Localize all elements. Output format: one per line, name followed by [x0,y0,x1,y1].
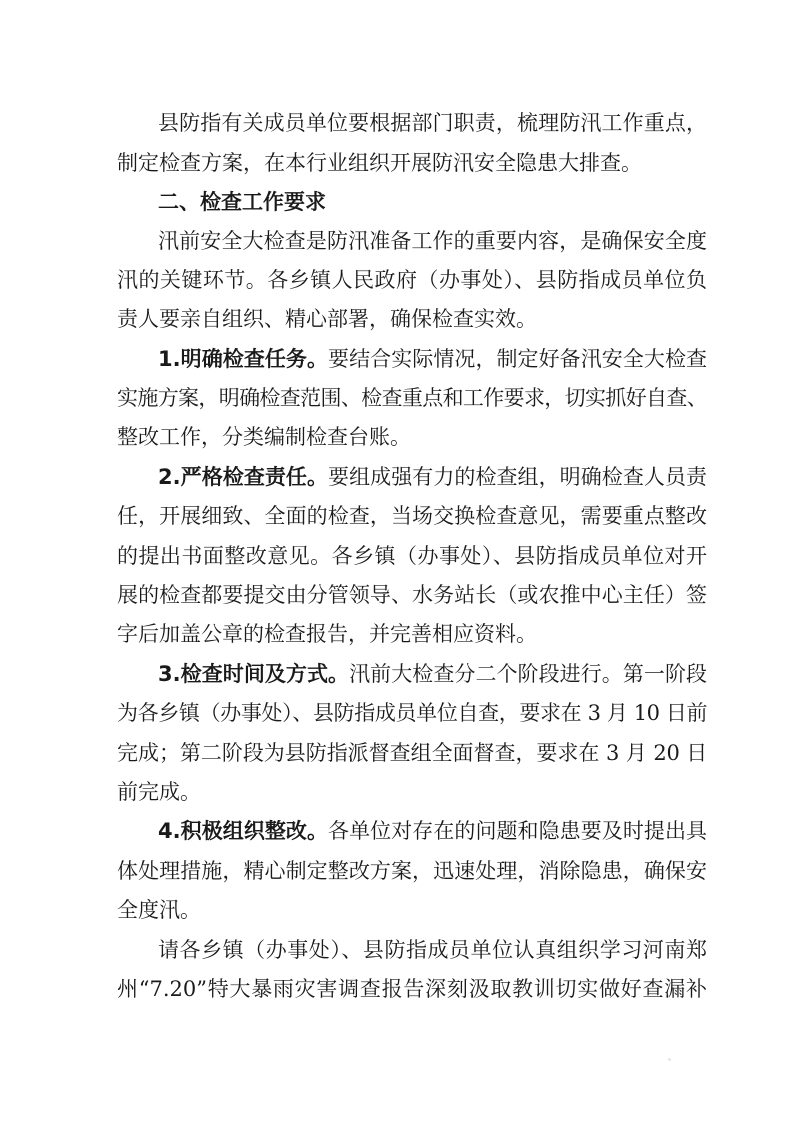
item3-line-4: 前完成。 [117,780,201,804]
para1-line-2: 制定检查方案，在本行业组织开展防汛安全隐患大排查。 [117,151,642,175]
item2-first-rest: 要组成强有力的检查组，明确检查人员责 [328,465,708,489]
item4-line-1 [158,816,707,846]
item3-line-1 [158,659,707,689]
item2-line-3: 的提出书面整改意见。各乡镇（办事处）、县防指成员单位对开 [117,544,707,568]
item2-line-1 [158,462,707,492]
item4-line-3: 全度汛。 [117,898,201,922]
para3-line-1: 请各乡镇（办事处）、县防指成员单位认真组织学习河南郑 [158,938,707,962]
item2-line-4: 展的检查都要提交由分管领导、水务站长（或农推中心主任）签 [117,583,707,607]
item4-first-rest: 各单位对存在的问题和隐患要及时提出具 [328,819,708,843]
item2-lead: 2.严格检查责任。 [158,465,329,489]
item3-line-3: 完成；第二阶段为县防指派督查组全面督查，要求在 3 月 20 日 [117,741,707,765]
section-heading: 二、检查工作要求 [158,190,326,214]
item3-lead: 3.检查时间及方式。 [158,662,350,686]
item2-line-5: 字后加盖公章的检查报告，并完善相应资料。 [117,622,537,646]
para2-line-2: 汛的关键环节。各乡镇人民政府（办事处）、县防指成员单位负 [117,268,707,292]
item1-line-2: 实施方案，明确检查范围、检查重点和工作要求，切实抓好自查、 [117,386,707,410]
scan-speck [668,1058,671,1061]
para1-line-1: 县防指有关成员单位要根据部门职责，梳理防汛工作重点， [158,111,707,135]
para2-line-1: 汛前安全大检查是防汛准备工作的重要内容，是确保安全度 [158,229,707,253]
item3-line-2: 为各乡镇（办事处）、县防指成员单位自查，要求在 3 月 10 日前 [117,701,707,725]
item1-first-rest: 要结合实际情况，制定好备汛安全大检查 [328,347,708,371]
item1-lead: 1.明确检查任务。 [158,347,329,371]
item2-line-2: 任，开展细致、全面的检查，当场交换检查意见，需要重点整改 [117,504,707,528]
para3-line-2: 州“7.20”特大暴雨灾害调查报告深刻汲取教训切实做好查漏补 [117,977,707,1001]
item4-lead: 4.积极组织整改。 [158,819,329,843]
item1-line-3: 整改工作，分类编制检查台账。 [117,425,411,449]
item3-first-rest: 汛前大检查分二个阶段进行。第一阶段 [349,662,708,686]
para2-line-3: 责人要亲自组织、精心部署，确保检查实效。 [117,307,537,331]
item1-line-1 [158,344,707,374]
item4-line-2: 体处理措施，精心制定整改方案，迅速处理，消除隐患，确保安 [117,859,707,883]
